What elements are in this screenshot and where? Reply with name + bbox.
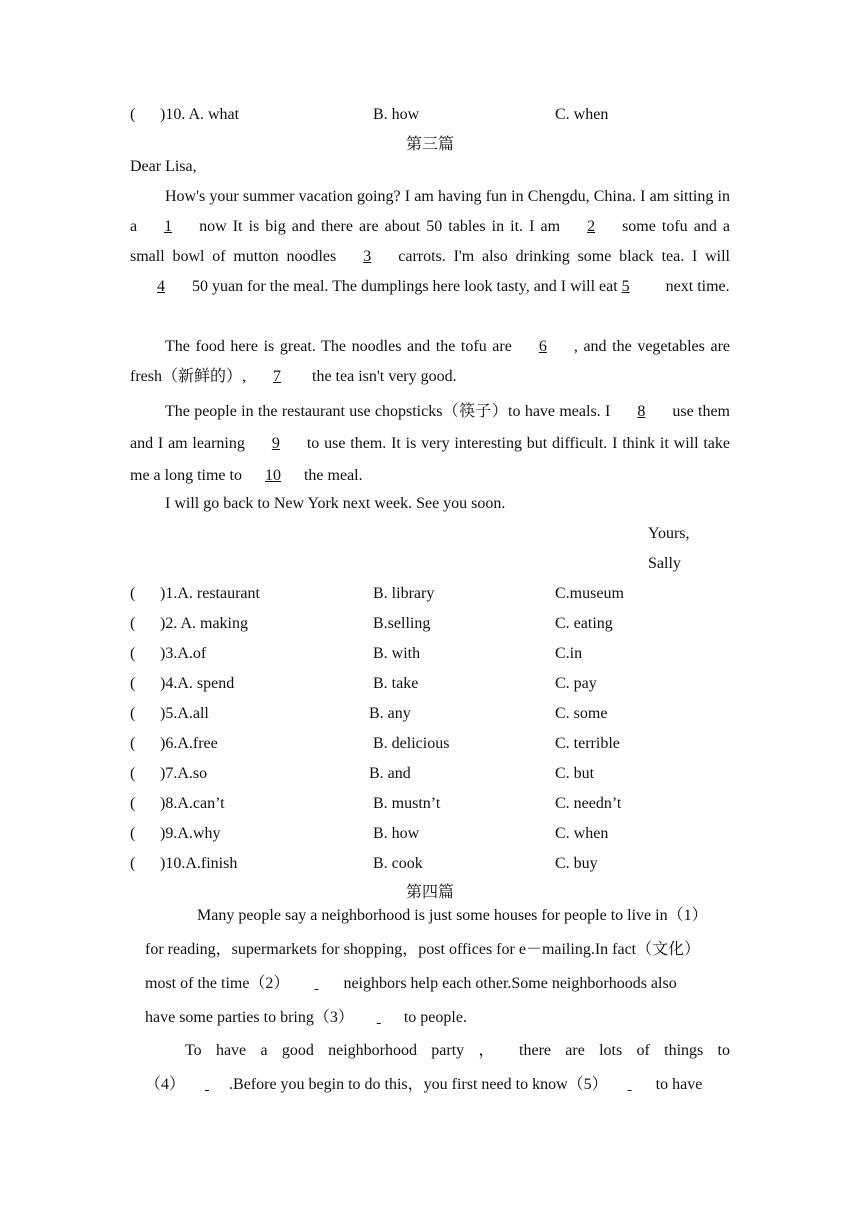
passage-text: to have xyxy=(655,1076,703,1093)
letter-paragraph-4: I will go back to New York next week. See you soon. xyxy=(165,495,506,512)
question-row xyxy=(130,584,750,604)
option-b: B. and xyxy=(369,765,411,782)
passage-text: most of the time（2） xyxy=(145,975,290,992)
passage-line: To have a good neighborhood party ， there are lots of things to xyxy=(185,1042,730,1059)
passage-line: Many people say a neighborhood is just some houses for people to live in（1） xyxy=(197,907,708,924)
option-c: C.museum xyxy=(555,585,624,602)
passage-text: to people. xyxy=(403,1009,467,1026)
option-c: C.in xyxy=(555,645,583,662)
passage-text: .Before you begin to do this，you first need to know（5） xyxy=(229,1076,608,1093)
option-b: B. take xyxy=(373,675,419,692)
option-c: C. eating xyxy=(555,615,613,632)
question-number-option-a: )10.A.finish xyxy=(160,855,238,872)
blank-6: 6 xyxy=(538,338,547,355)
option-c: C. but xyxy=(555,765,595,782)
letter-greeting: Dear Lisa, xyxy=(130,158,197,175)
question-paren: ( xyxy=(130,825,136,842)
blank-4 xyxy=(185,1075,229,1095)
passage-line xyxy=(145,974,677,994)
passage-line: for reading，supermarkets for shopping，post offices for e－mailing.In fact（文化） xyxy=(145,941,701,958)
question-row xyxy=(130,674,750,694)
question-row xyxy=(130,644,750,664)
option-c: C. buy xyxy=(555,855,598,872)
blank-7: 7 xyxy=(273,368,281,385)
option-b: B. library xyxy=(373,585,435,602)
question-paren: ( xyxy=(130,765,136,782)
option-c: C. some xyxy=(555,705,608,722)
paragraph-text: the meal. xyxy=(303,467,363,484)
letter-paragraph-1 xyxy=(130,182,730,302)
question-number-option-a: )4.A. spend xyxy=(160,675,235,692)
passage-line xyxy=(145,1008,467,1028)
question-number-option-a: )5.A.all xyxy=(160,705,209,722)
blank-9: 9 xyxy=(271,435,280,452)
blank-5 xyxy=(608,1075,652,1095)
letter-paragraph-3 xyxy=(130,396,730,492)
question-row xyxy=(130,734,750,754)
option-b: B. with xyxy=(373,645,421,662)
question-number-option-a: )8.A.can’t xyxy=(160,795,225,812)
blank-3: 3 xyxy=(363,248,372,265)
question-paren: ( xyxy=(130,795,136,812)
question-row xyxy=(130,824,750,844)
question-row xyxy=(130,794,750,814)
blank-2: 2 xyxy=(587,218,596,235)
option-b: B. how xyxy=(373,825,420,842)
paragraph-text: next time. xyxy=(665,278,730,295)
option-c: C. when xyxy=(555,106,609,123)
blank-10: 10 xyxy=(264,467,281,484)
option-b: B. any xyxy=(369,705,411,722)
question-paren: ( xyxy=(130,735,136,752)
question-number-option-a: )7.A.so xyxy=(160,765,208,782)
option-b: B.selling xyxy=(373,615,431,632)
passage-text: have some parties to bring（3） xyxy=(145,1009,354,1026)
section-title-4: 第四篇 xyxy=(405,884,454,901)
option-c: C. pay xyxy=(555,675,597,692)
question-paren: ( xyxy=(130,106,136,123)
option-c: C. when xyxy=(555,825,609,842)
question-row xyxy=(130,764,750,784)
paragraph-text: use them and I am learning xyxy=(130,403,730,452)
paragraph-text: 50 yuan for the meal. The dumplings here look tasty, and I will eat xyxy=(192,278,618,295)
paragraph-text: some tofu and a small bowl of mutton noodles xyxy=(130,218,730,265)
option-b: B. how xyxy=(373,106,420,123)
question-number-option-a: )6.A.free xyxy=(160,735,218,752)
passage-text: neighbors help each other.Some neighborhoods also xyxy=(343,975,677,992)
paragraph-text: now It is big and there are about 50 tables in it. I am xyxy=(199,218,561,235)
passage-line xyxy=(145,1075,702,1095)
question-paren: ( xyxy=(130,675,136,692)
option-b: B. cook xyxy=(373,855,423,872)
option-c: C. needn’t xyxy=(555,795,622,812)
paragraph-text: The food here is great. The noodles and the tofu are xyxy=(165,338,512,355)
question-row xyxy=(130,704,750,724)
option-b: B. delicious xyxy=(373,735,450,752)
blank-3 xyxy=(358,1008,400,1028)
question-number-option-a: )10. A. what xyxy=(160,106,240,123)
letter-closing: Yours, xyxy=(648,525,690,542)
paragraph-text: The people in the restaurant use chopsticks（筷子）to have meals. I xyxy=(165,403,611,420)
blank-2 xyxy=(293,974,339,994)
question-paren: ( xyxy=(130,705,136,722)
question-paren: ( xyxy=(130,855,136,872)
question-paren: ( xyxy=(130,615,136,632)
letter-paragraph-2 xyxy=(130,332,730,392)
question-number-option-a: )3.A.of xyxy=(160,645,207,662)
paragraph-text: to use them. It is very interesting but difficult. I think it will take me a long time to xyxy=(130,435,730,484)
paragraph-text: carrots. I'm also drinking some black tea. I will xyxy=(398,248,730,265)
letter-signature: Sally xyxy=(648,555,681,572)
passage-text: （4） xyxy=(145,1076,186,1093)
question-number-option-a: )9.A.why xyxy=(160,825,221,842)
blank-8: 8 xyxy=(637,403,646,420)
question-row xyxy=(130,614,750,634)
question-paren: ( xyxy=(130,585,136,602)
question-paren: ( xyxy=(130,645,136,662)
option-b: B. mustn’t xyxy=(373,795,441,812)
question-number-option-a: )1.A. restaurant xyxy=(160,585,260,602)
section-title-3: 第三篇 xyxy=(405,136,454,153)
option-c: C. terrible xyxy=(555,735,620,752)
question-number-option-a: )2. A. making xyxy=(160,615,248,632)
paragraph-text: How's your summer vacation going? I am having fun in Chengdu, China. I am sitting in a xyxy=(130,188,730,235)
blank-4: 4 xyxy=(157,278,165,295)
paragraph-text: the tea isn't very good. xyxy=(308,368,457,385)
paragraph-text: , and the vegetables are fresh（新鲜的）, xyxy=(130,338,731,385)
blank-5: 5 xyxy=(621,278,630,295)
blank-1: 1 xyxy=(164,218,173,235)
question-row xyxy=(130,854,750,874)
prev-question-row xyxy=(130,105,750,125)
